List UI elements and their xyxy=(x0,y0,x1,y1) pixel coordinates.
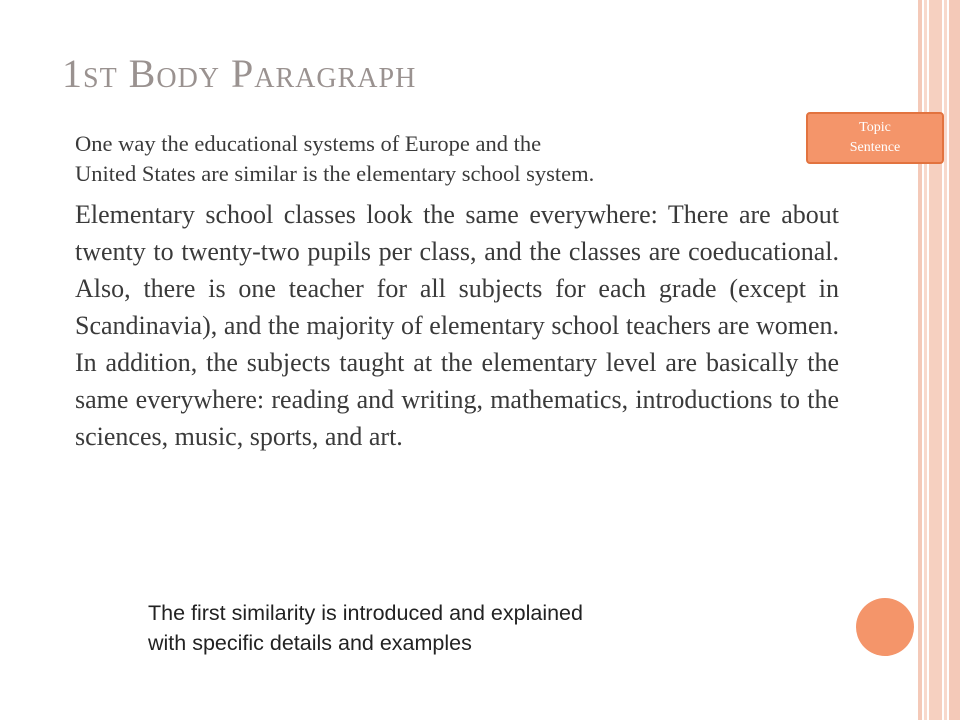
slide-title: 1st Body Paragraph xyxy=(62,51,417,96)
topic-sentence-line: United States are similar is the elementary school system. xyxy=(75,161,595,186)
callout-line: Sentence xyxy=(849,140,901,155)
decorative-circle xyxy=(856,598,914,656)
note-line: with specific details and examples xyxy=(148,631,472,655)
decorative-stripe xyxy=(918,0,922,720)
note-line: The first similarity is introduced and explained xyxy=(148,601,583,625)
explanation-note xyxy=(148,598,708,658)
decorative-stripe xyxy=(929,0,942,720)
callout-line: Topic xyxy=(859,120,891,135)
decorative-stripe xyxy=(944,0,947,720)
topic-sentence xyxy=(75,129,875,189)
decorative-stripe xyxy=(924,0,927,720)
decorative-stripe xyxy=(949,0,960,720)
body-paragraph: Elementary school classes look the same everywhere: There are about twenty to twenty-two pupils per class, and the classes are coeducational. Also, there is one teacher for all subjects for each grade (except in Scandinavia), and the majority of elementary school teachers are women. In addition, the subjects taught at the elementary level are basically the same everywhere: reading and writing, mathematics, introductions to the sciences, music, sports, and art. xyxy=(75,200,839,451)
topic-sentence-line: One way the educational systems of Europe and the xyxy=(75,131,542,156)
topic-sentence-callout xyxy=(806,112,944,164)
